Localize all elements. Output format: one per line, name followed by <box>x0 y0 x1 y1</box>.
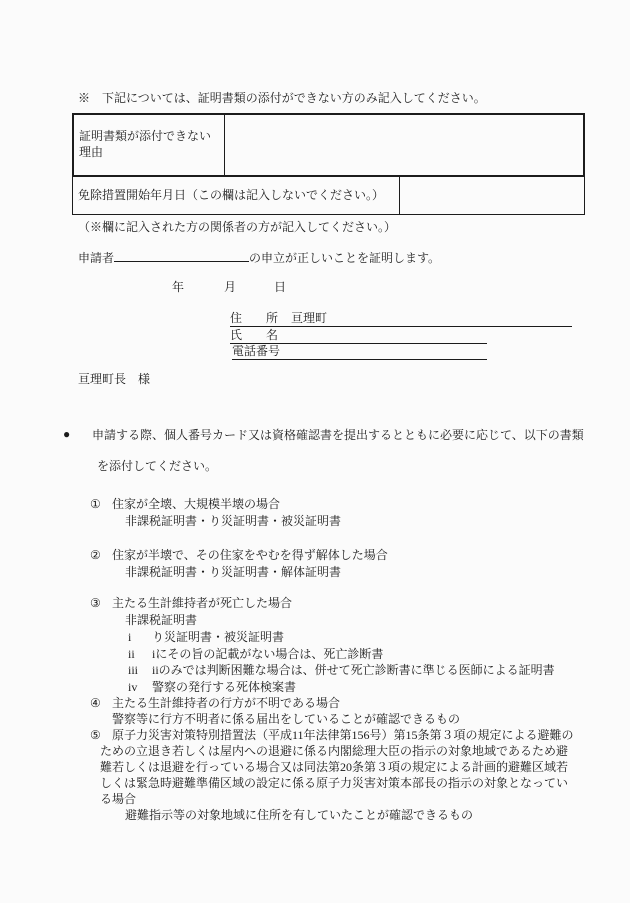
address-row <box>230 311 572 327</box>
item-5-title-line5: る場合 <box>100 792 137 806</box>
date-day-label: 日 <box>274 280 287 294</box>
applicant-label: 申請者 <box>78 251 115 265</box>
item-5-title-line4: しくは緊急時避難準備区域の設定に係る原子力災害対策本部長の指示の対象となってい <box>100 776 569 790</box>
bullet-icon: ● <box>63 427 71 441</box>
sub-iii-number: iii <box>128 663 139 677</box>
sub-i-number: i <box>128 630 132 644</box>
exemption-date-value-cell <box>400 177 584 214</box>
certification-statement: の申立が正しいことを証明します。 <box>249 251 441 265</box>
name-row <box>230 328 487 344</box>
applicant-name-blank <box>114 248 249 262</box>
sub-i-text: り災証明書・被災証明書 <box>152 630 285 644</box>
item-2-title: 住家が半壊で、その住家をやむを得ず解体した場合 <box>112 548 388 562</box>
item-4-doc: 警察等に行方不明者に係る届出をしていることが確認できるもの <box>112 712 461 726</box>
attachment-item-5 <box>90 728 574 744</box>
reason-row <box>72 113 585 177</box>
item-5-number: ⑤ <box>90 728 101 742</box>
attachments-intro-line2: を添付してください。 <box>97 459 218 473</box>
item-3-sub-iv <box>128 680 296 696</box>
name-label: 氏 名 <box>230 328 279 342</box>
note-relative-fill: （※欄に記入された方の関係者の方が記入してください。） <box>78 220 397 234</box>
item-4-title: 主たる生計維持者の行方が不明である場合 <box>112 696 341 710</box>
attachment-item-2 <box>90 548 388 564</box>
item-3-sub-ii <box>128 647 383 663</box>
item-1-title: 住家が全壊、大規模半壊の場合 <box>112 497 281 511</box>
addressee-mayor: 亘理町長 様 <box>78 372 151 386</box>
item-2-number: ② <box>90 548 101 562</box>
reason-label-line2: 理由 <box>79 145 104 159</box>
item-1-number: ① <box>90 497 101 511</box>
item-3-sub-iii <box>128 663 555 679</box>
phone-row <box>232 344 487 360</box>
exemption-date-label-cell: 免除措置開始年月日（この欄は記入しないでください。） <box>73 177 400 214</box>
item-4-number: ④ <box>90 696 101 710</box>
reason-value-cell <box>225 115 583 175</box>
sub-ii-number: ii <box>128 647 135 661</box>
reason-label-cell <box>74 115 225 175</box>
item-5-title-line3: 難若しくは退避を行っている場合又は同法第20条第３項の規定による計画的避難区域若 <box>100 760 569 774</box>
date-year-label: 年 <box>172 280 185 294</box>
certification-line <box>78 248 440 267</box>
item-3-number: ③ <box>90 596 101 610</box>
attachment-item-4 <box>90 696 340 712</box>
address-value: 亘理町 <box>291 311 328 325</box>
sub-ii-text: iにその旨の記載がない場合は、死亡診断書 <box>152 647 384 661</box>
reason-label-line1: 証明書類が添付できない <box>79 129 212 144</box>
address-label: 住 所 <box>230 311 279 325</box>
item-1-doc: 非課税証明書・り災証明書・被災証明書 <box>125 514 342 528</box>
date-month-label: 月 <box>224 280 237 294</box>
sub-iv-number: iv <box>128 680 138 694</box>
item-2-doc: 非課税証明書・り災証明書・解体証明書 <box>125 565 342 579</box>
phone-label: 電話番号 <box>232 344 281 358</box>
item-3-doc: 非課税証明書 <box>125 613 198 627</box>
note-attachment-exception: ※ 下記については、証明書類の添付ができない方のみ記入してください。 <box>78 91 486 105</box>
attachment-item-3 <box>90 596 292 612</box>
sub-iv-text: 警察の発行する死体検案書 <box>152 680 297 694</box>
exemption-table <box>72 113 585 215</box>
attachment-item-1 <box>90 497 280 513</box>
exemption-date-row <box>72 177 585 215</box>
sub-iii-text: iiのみでは判断困難な場合は、併せて死亡診断書に準じる医師による証明書 <box>152 663 555 677</box>
item-3-sub-i <box>128 630 284 646</box>
item-3-title: 主たる生計維持者が死亡した場合 <box>112 596 293 610</box>
item-5-doc: 避難指示等の対象地域に住所を有していたことが確認できるもの <box>125 808 474 822</box>
item-5-title-line2: ための立退き若しくは屋内への退避に係る内閣総理大臣の指示の対象地域であるため避 <box>100 744 569 758</box>
item-5-title-line1: 原子力災害対策特別措置法（平成11年法律第156号）第15条第３項の規定による避難の <box>112 728 574 742</box>
attachments-intro-line1: 申請する際、個人番号カード又は資格確認書を提出するとともに必要に応じて、以下の書類 <box>92 428 584 442</box>
